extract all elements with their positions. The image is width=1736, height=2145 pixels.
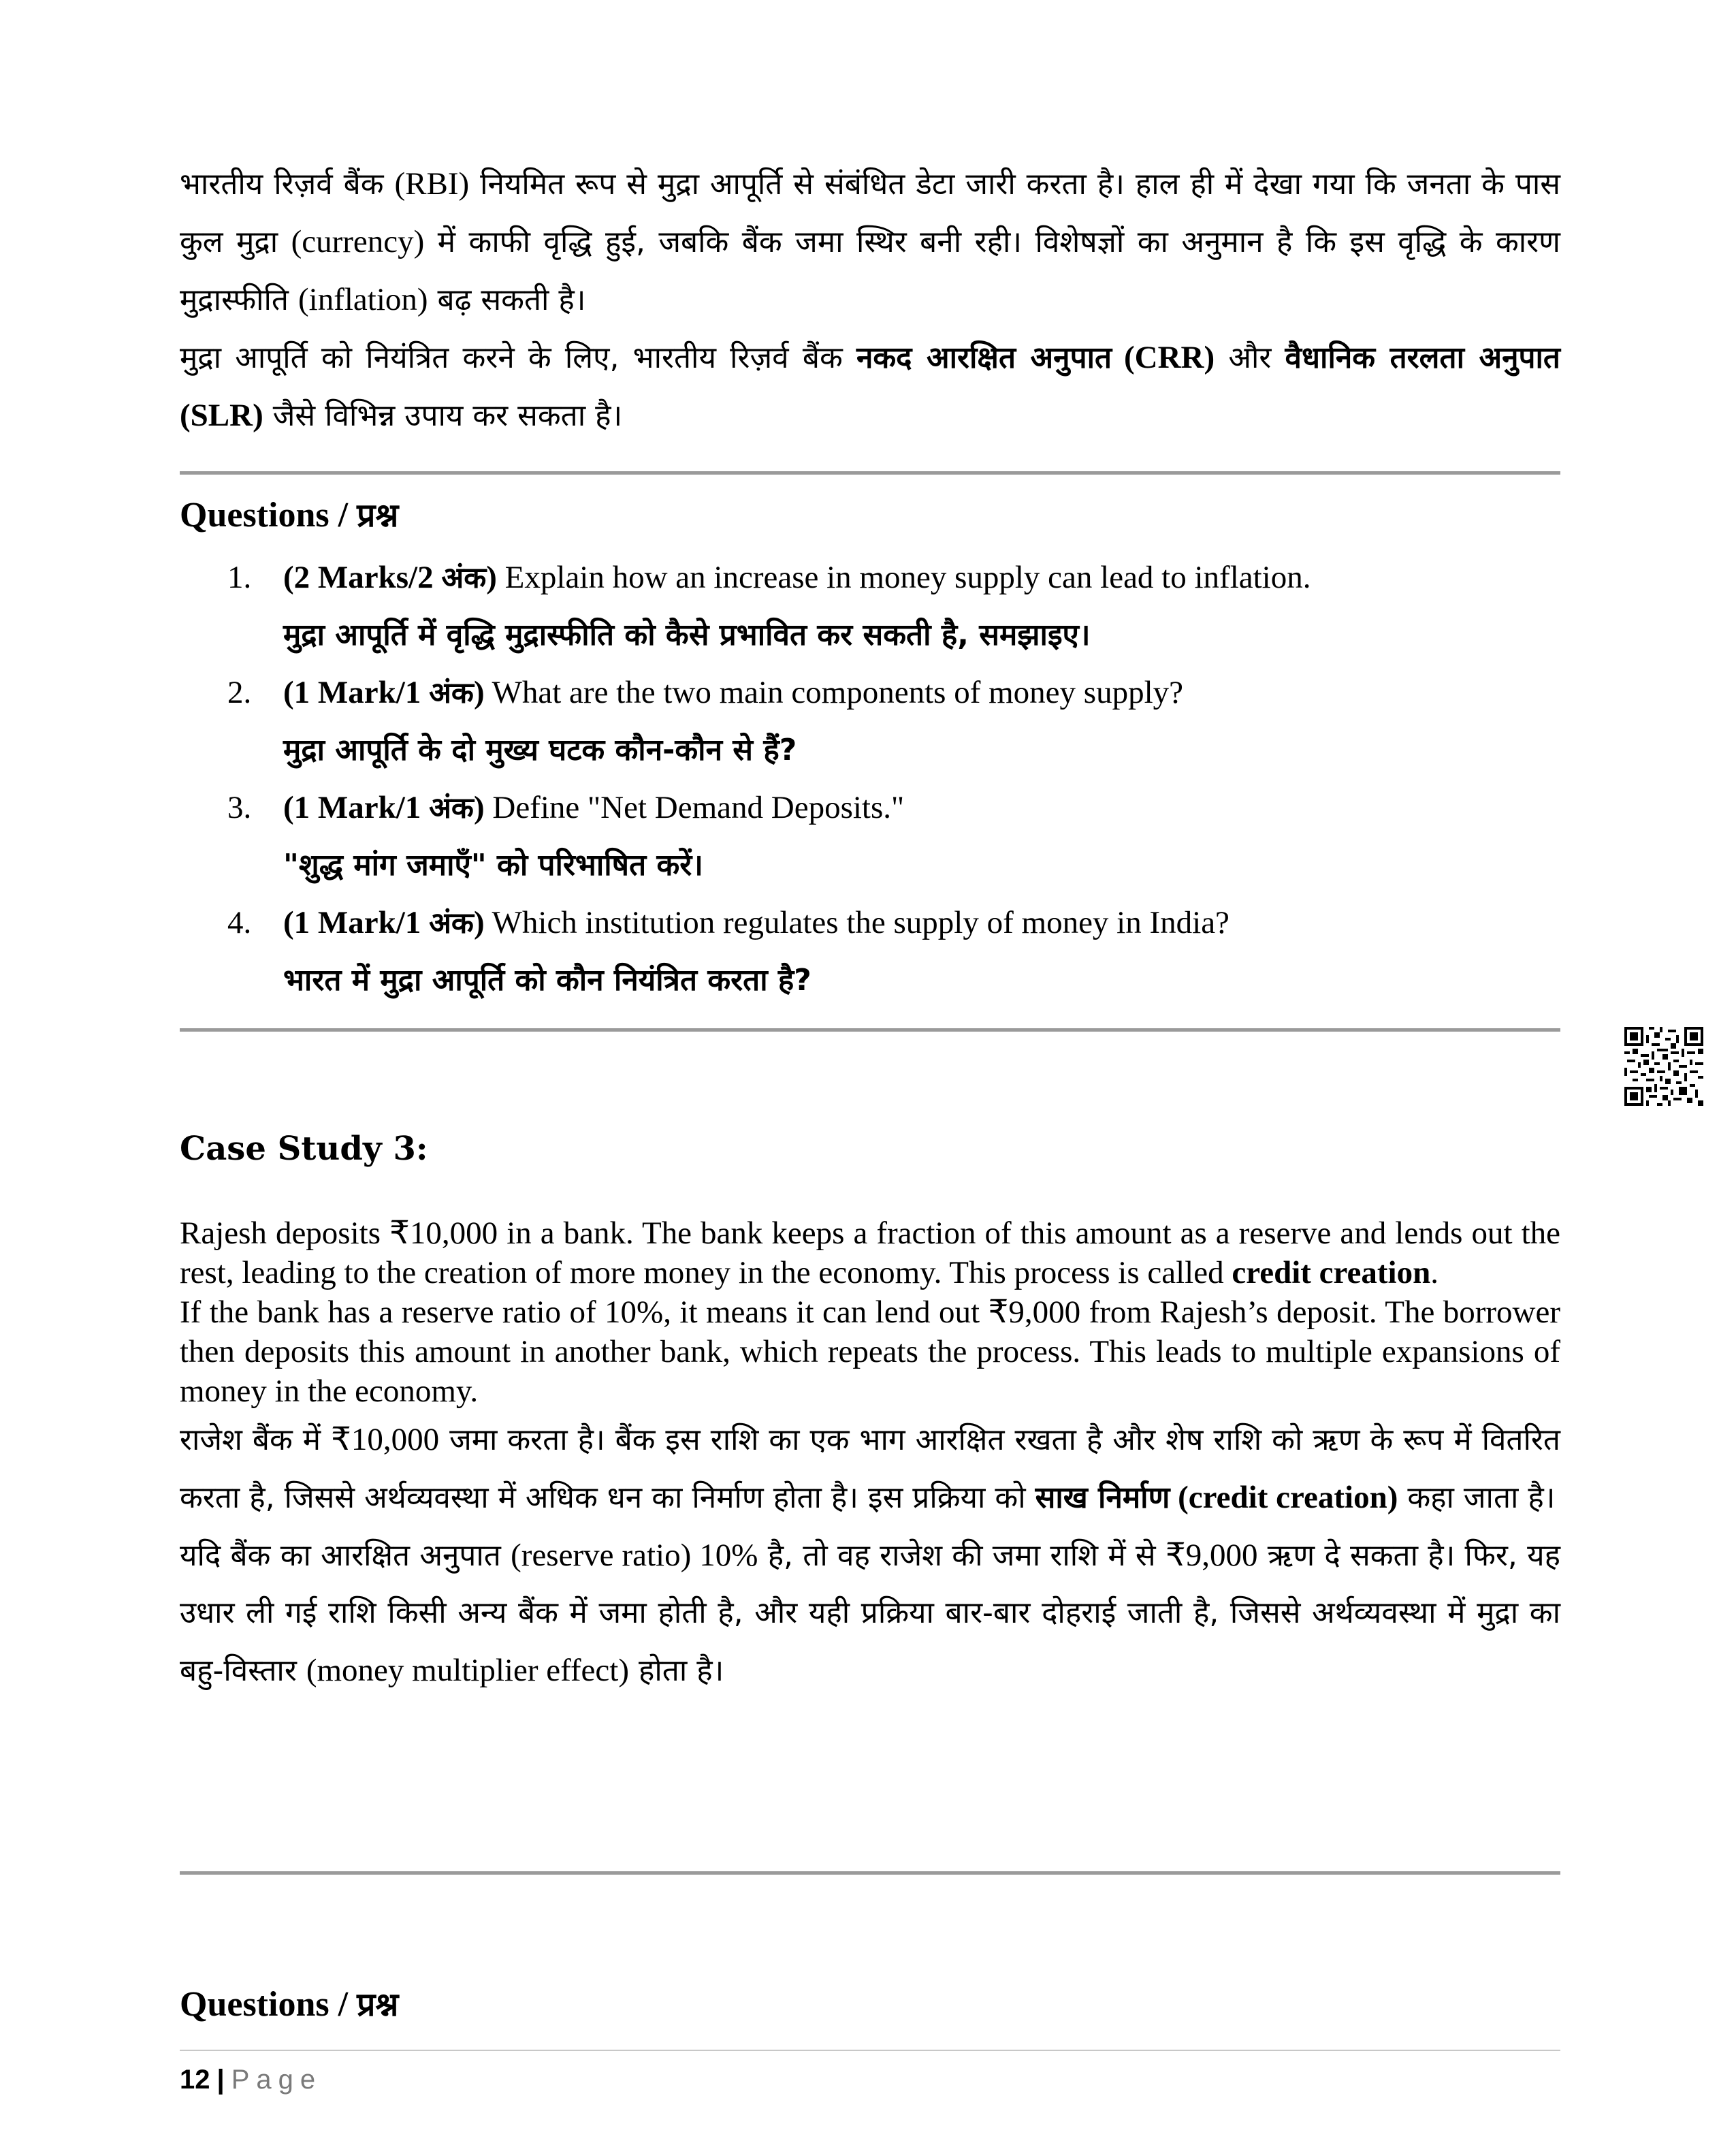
question-number: 2.	[227, 675, 252, 710]
divider	[180, 1028, 1560, 1032]
case-study-paragraph-hi-1: राजेश बैंक में ₹10,000 जमा करता है। बैंक इस राशि का एक भाग आरक्षित रखता है और शेष राशि को ऋण के रूप में वितरित करता है, जिससे अर्थव्यवस्था में अधिक धन का निर्माण होता है। इस प्रक्रिया को साख निर्माण (credit creation) कहा जाता है।	[180, 1422, 1560, 1515]
intro-paragraph-1: भारतीय रिज़र्व बैंक (RBI) नियमित रूप से मुद्रा आपूर्ति से संबंधित डेटा जारी करता है। हाल ही में देखा गया कि जनता के पास कुल मुद्रा (currency) में काफी वृद्धि हुई, जबकि बैंक जमा स्थिर बनी रही। विशेषज्ञों का अनुमान है कि इस वृद्धि के कारण मुद्रास्फीति (inflation) बढ़ सकती है।	[180, 166, 1560, 317]
question-list	[227, 549, 1560, 1009]
case-study-body	[180, 1213, 1560, 1700]
case-study-paragraph-en-1: Rajesh deposits ₹10,000 in a bank. The bank keeps a fraction of this amount as a reserve and lends out the rest, leading to the creation of more money in the economy. This process is called credit creation.	[180, 1216, 1560, 1290]
divider	[180, 471, 1560, 475]
question-text-en: (1 Mark/1 अंक) What are the two main components of money supply?	[283, 675, 1183, 710]
question-item	[227, 779, 1560, 894]
question-number: 1.	[227, 560, 252, 595]
question-number: 3.	[227, 790, 252, 825]
page-separator: |	[216, 2065, 225, 2095]
page-footer	[180, 2050, 1560, 2099]
intro-paragraph-2: मुद्रा आपूर्ति को नियंत्रित करने के लिए, भारतीय रिज़र्व बैंक नकद आरक्षित अनुपात (CRR) और वैधानिक तरलता अनुपात (SLR) जैसे विभिन्न उपाय कर सकता है।	[180, 340, 1560, 433]
question-text-hi: "शुद्ध मांग जमाएँ" को परिभाषित करें।	[283, 848, 703, 883]
footer-divider	[180, 2050, 1560, 2051]
divider	[180, 1871, 1560, 1875]
intro-section	[180, 155, 1560, 445]
case-study-paragraph-en-2: If the bank has a reserve ratio of 10%, it means it can lend out ₹9,000 from Rajesh’s deposit. The borrower then deposits this amount in another bank, which repeats the process. This leads to multiple expansions of money in the economy.	[180, 1294, 1560, 1409]
question-text-hi: मुद्रा आपूर्ति में वृद्धि मुद्रास्फीति को कैसे प्रभावित कर सकती है, समझाइए।	[283, 618, 1091, 652]
question-text-hi: मुद्रा आपूर्ति के दो मुख्य घटक कौन-कौन से हैं?	[283, 733, 797, 767]
document-page	[180, 0, 1560, 2145]
questions-heading: Questions / प्रश्न	[180, 496, 399, 535]
case-study-title: Case Study 3:	[180, 1130, 428, 1168]
question-item	[227, 664, 1560, 779]
page-number-label	[180, 2061, 1560, 2099]
question-text-en: (1 Mark/1 अंक) Define "Net Demand Deposits."	[283, 790, 905, 825]
question-item	[227, 549, 1560, 664]
case-study-paragraph-hi-2: यदि बैंक का आरक्षित अनुपात (reserve ratio) 10% है, तो वह राजेश की जमा राशि में से ₹9,000 ऋण दे सकता है। फिर, यह उधार ली गई राशि किसी अन्य बैंक में जमा होती है, और यही प्रक्रिया बार-बार दोहराई जाती है, जिससे अर्थव्यवस्था में मुद्रा का बहु-विस्तार (money multiplier effect) होता है।	[180, 1538, 1560, 1688]
page-number: 12	[180, 2065, 210, 2095]
questions-heading-2: Questions / प्रश्न	[180, 1985, 399, 2024]
question-item	[227, 894, 1560, 1009]
question-text-en: (2 Marks/2 अंक) Explain how an increase in money supply can lead to inflation.	[283, 560, 1311, 595]
question-number: 4.	[227, 905, 252, 940]
question-text-en: (1 Mark/1 अंक) Which institution regulates the supply of money in India?	[283, 905, 1229, 940]
page-label: Page	[231, 2065, 323, 2095]
question-text-hi: भारत में मुद्रा आपूर्ति को कौन नियंत्रित करता है?	[283, 963, 811, 998]
qr-code-icon	[1624, 1027, 1703, 1106]
